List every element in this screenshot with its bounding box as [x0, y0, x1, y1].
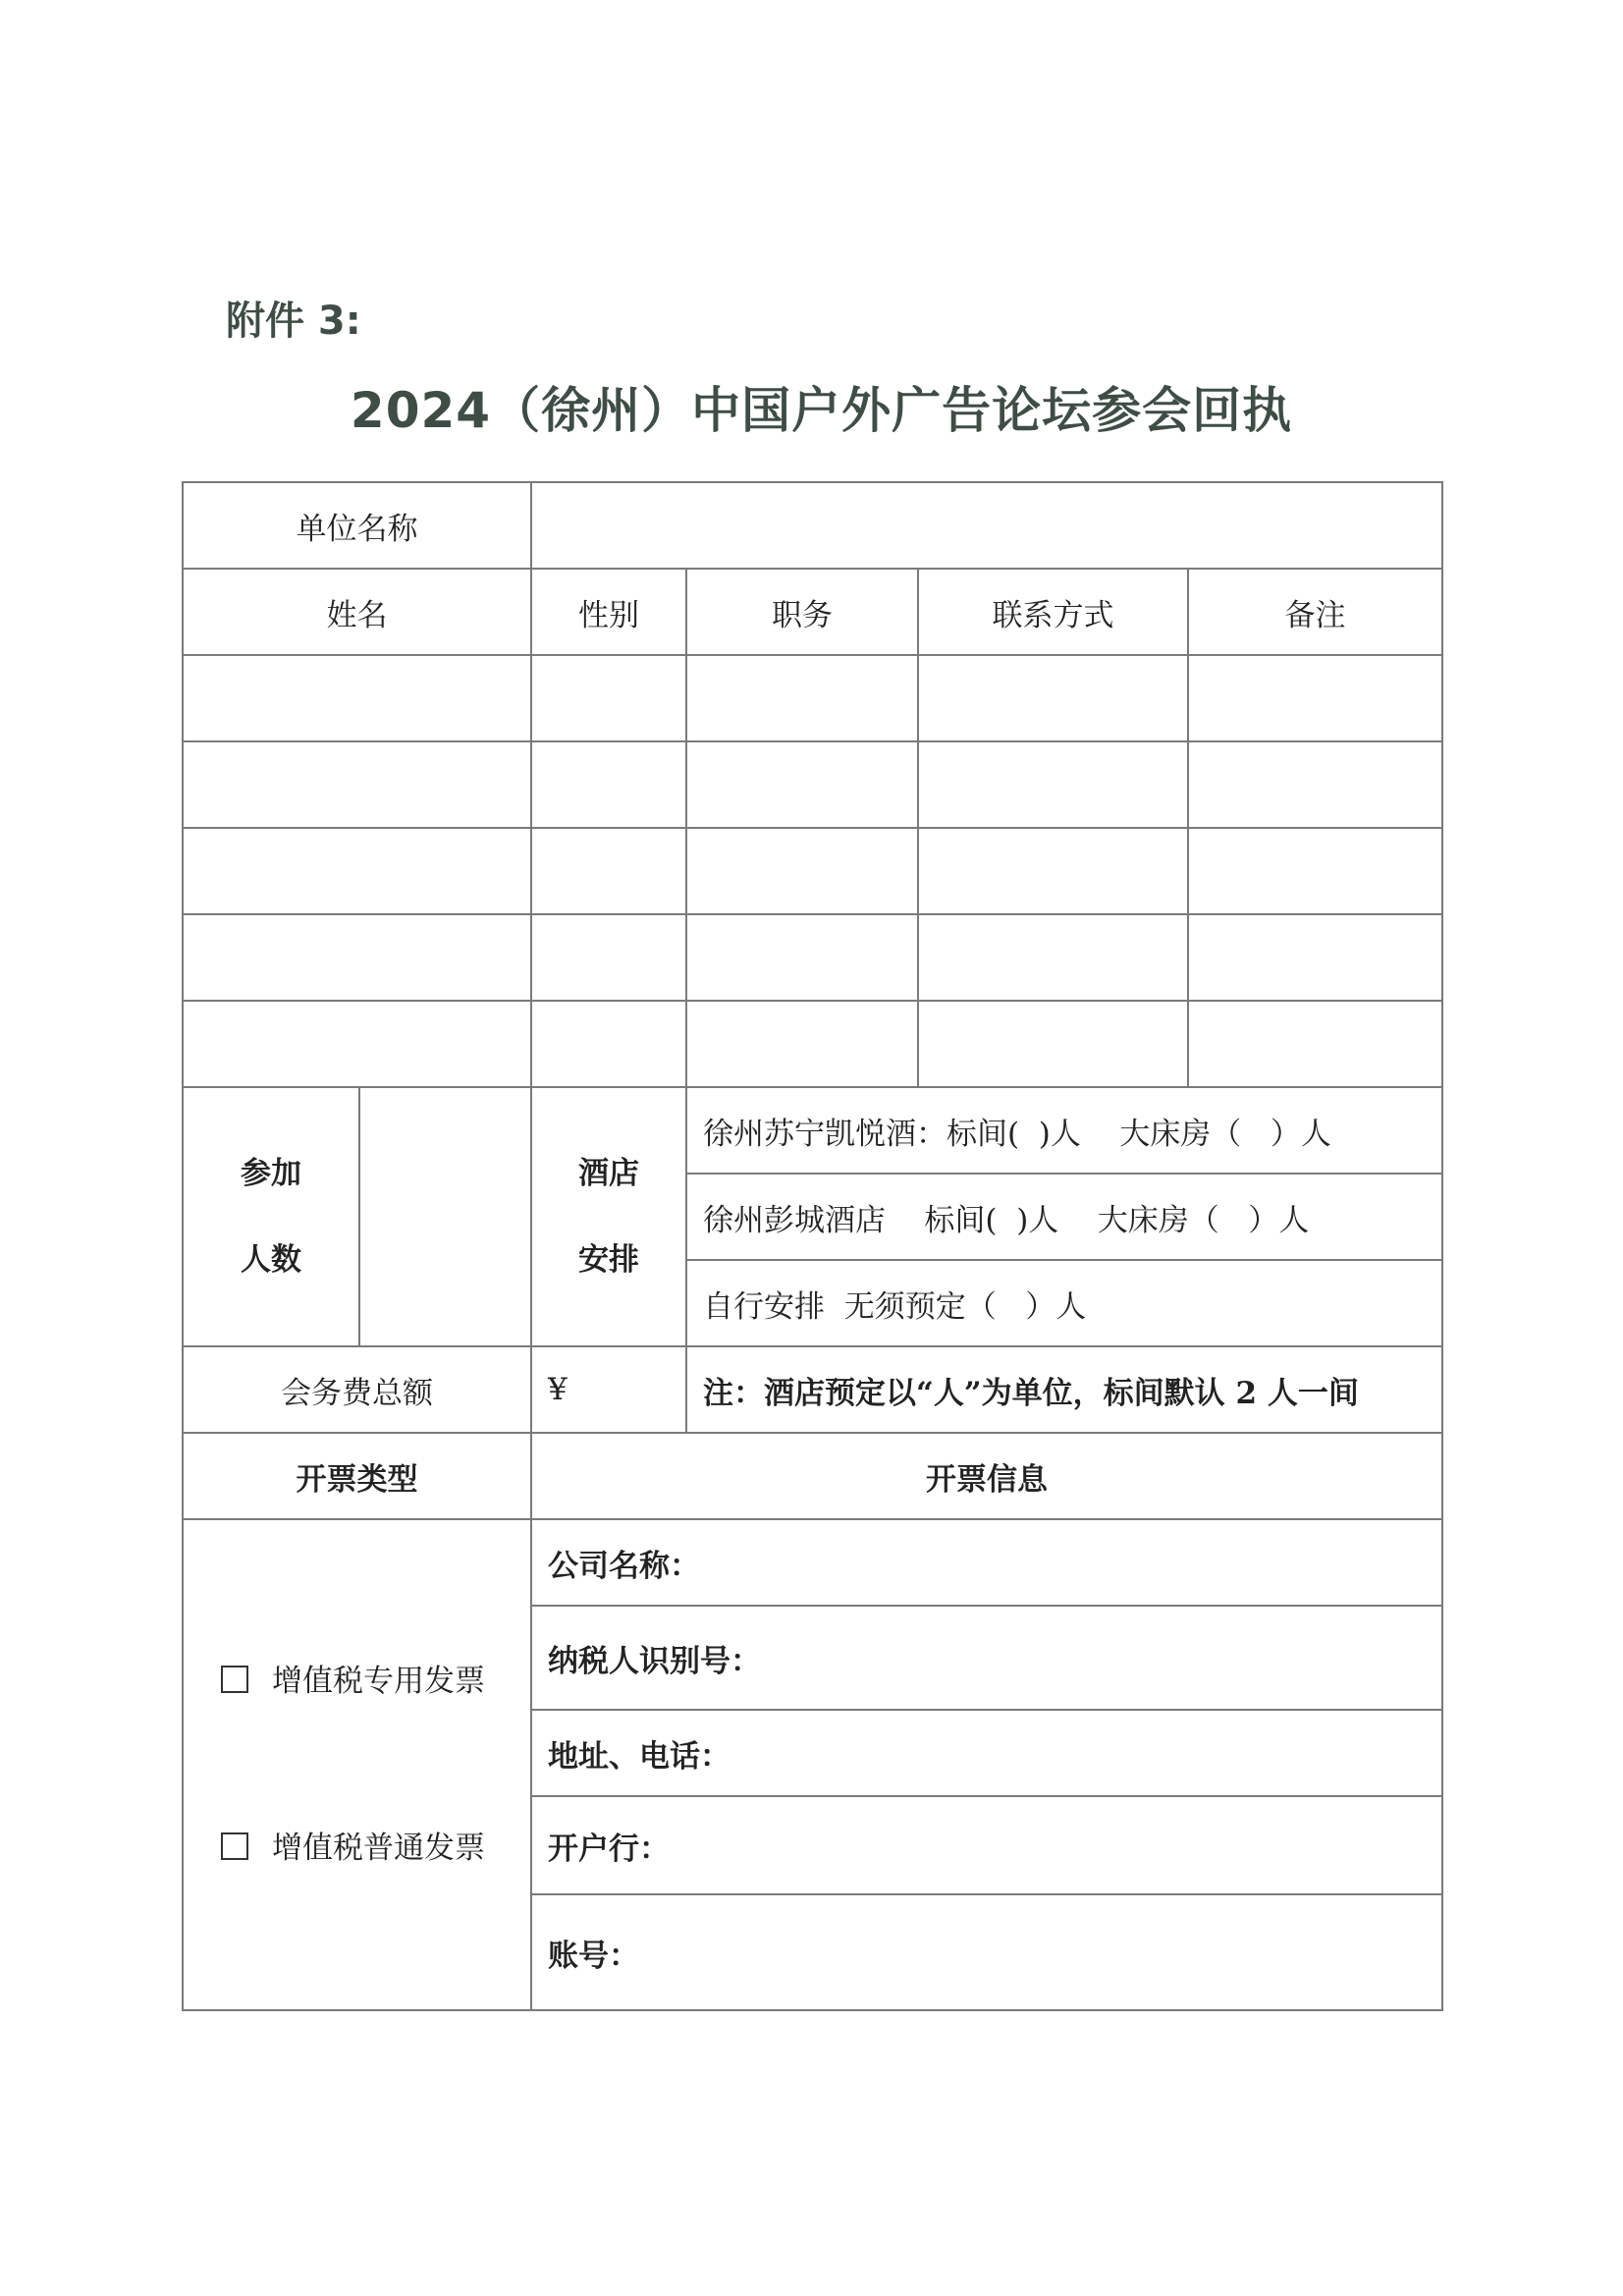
column-header-gender: 性别: [531, 569, 686, 655]
hotel-option-pengcheng[interactable]: 徐州彭城酒店 标间( )人 大床房（ ）人: [686, 1174, 1442, 1260]
invoice-option-special[interactable]: [221, 1662, 530, 1701]
attendee-row: [183, 741, 1442, 828]
hotel-label-line1: 酒店: [578, 1156, 639, 1191]
attendee-name-cell[interactable]: [183, 741, 531, 828]
hotel-label: [531, 1087, 686, 1346]
attendee-row: [183, 914, 1442, 1001]
invoice-option-label: 增值税专用发票: [272, 1664, 485, 1699]
participants-label: [183, 1087, 359, 1346]
attendee-position-cell[interactable]: [686, 655, 918, 741]
hotel-booking-note: 注：酒店预定以“人”为单位，标间默认 2 人一间: [686, 1346, 1442, 1433]
column-header-contact: 联系方式: [918, 569, 1188, 655]
column-header-remarks: 备注: [1188, 569, 1442, 655]
attendee-contact-cell[interactable]: [918, 655, 1188, 741]
registration-form: [182, 481, 1443, 2011]
attendee-position-cell[interactable]: [686, 1001, 918, 1087]
invoice-info-label: 开票信息: [531, 1433, 1442, 1519]
unit-name-label: 单位名称: [183, 482, 531, 569]
participants-count-field[interactable]: [359, 1087, 531, 1346]
invoice-company-name-field[interactable]: 公司名称：: [531, 1519, 1442, 1606]
invoice-account-field[interactable]: 账号：: [531, 1894, 1442, 2010]
attendee-gender-cell[interactable]: [531, 1001, 686, 1087]
attendee-gender-cell[interactable]: [531, 914, 686, 1001]
fee-total-field[interactable]: ¥: [531, 1346, 686, 1433]
attendee-row: [183, 1001, 1442, 1087]
invoice-option-label: 增值税普通发票: [272, 1831, 485, 1866]
page-title: 2024（徐州）中国户外广告论坛参会回执: [350, 382, 1293, 439]
attendee-contact-cell[interactable]: [918, 828, 1188, 914]
attendee-name-cell[interactable]: [183, 914, 531, 1001]
invoice-type-label: 开票类型: [183, 1433, 531, 1519]
unit-name-field[interactable]: [531, 482, 1442, 569]
attendee-gender-cell[interactable]: [531, 828, 686, 914]
invoice-address-phone-field[interactable]: 地址、电话：: [531, 1710, 1442, 1796]
attendee-name-cell[interactable]: [183, 655, 531, 741]
attendee-contact-cell[interactable]: [918, 741, 1188, 828]
attendee-row: [183, 828, 1442, 914]
attendee-position-cell[interactable]: [686, 828, 918, 914]
attendee-remarks-cell[interactable]: [1188, 741, 1442, 828]
hotel-option-suning-hyatt[interactable]: 徐州苏宁凯悦酒：标间( )人 大床房（ ）人: [686, 1087, 1442, 1174]
attendee-contact-cell[interactable]: [918, 1001, 1188, 1087]
hotel-label-line2: 安排: [578, 1242, 639, 1278]
participants-label-line2: 人数: [241, 1242, 301, 1278]
hotel-option-self-arranged[interactable]: 自行安排 无须预定（ ）人: [686, 1260, 1442, 1346]
checkbox[interactable]: [221, 1832, 248, 1860]
column-header-position: 职务: [686, 569, 918, 655]
attendee-position-cell[interactable]: [686, 914, 918, 1001]
invoice-bank-field[interactable]: 开户行：: [531, 1796, 1442, 1894]
checkbox[interactable]: [221, 1666, 248, 1693]
attendee-gender-cell[interactable]: [531, 655, 686, 741]
participants-label-line1: 参加: [241, 1156, 301, 1191]
fee-total-label: 会务费总额: [183, 1346, 531, 1433]
attendee-remarks-cell[interactable]: [1188, 1001, 1442, 1087]
invoice-option-general[interactable]: [221, 1829, 530, 1868]
attendee-remarks-cell[interactable]: [1188, 828, 1442, 914]
invoice-taxpayer-id-field[interactable]: 纳税人识别号：: [531, 1606, 1442, 1710]
attendee-gender-cell[interactable]: [531, 741, 686, 828]
attachment-label: 附件 3:: [226, 299, 361, 344]
attendee-position-cell[interactable]: [686, 741, 918, 828]
attendee-remarks-cell[interactable]: [1188, 914, 1442, 1001]
attendee-contact-cell[interactable]: [918, 914, 1188, 1001]
attendee-name-cell[interactable]: [183, 828, 531, 914]
attendee-row: [183, 655, 1442, 741]
attendee-name-cell[interactable]: [183, 1001, 531, 1087]
attendee-remarks-cell[interactable]: [1188, 655, 1442, 741]
invoice-type-options: [183, 1519, 531, 2010]
column-header-name: 姓名: [183, 569, 531, 655]
